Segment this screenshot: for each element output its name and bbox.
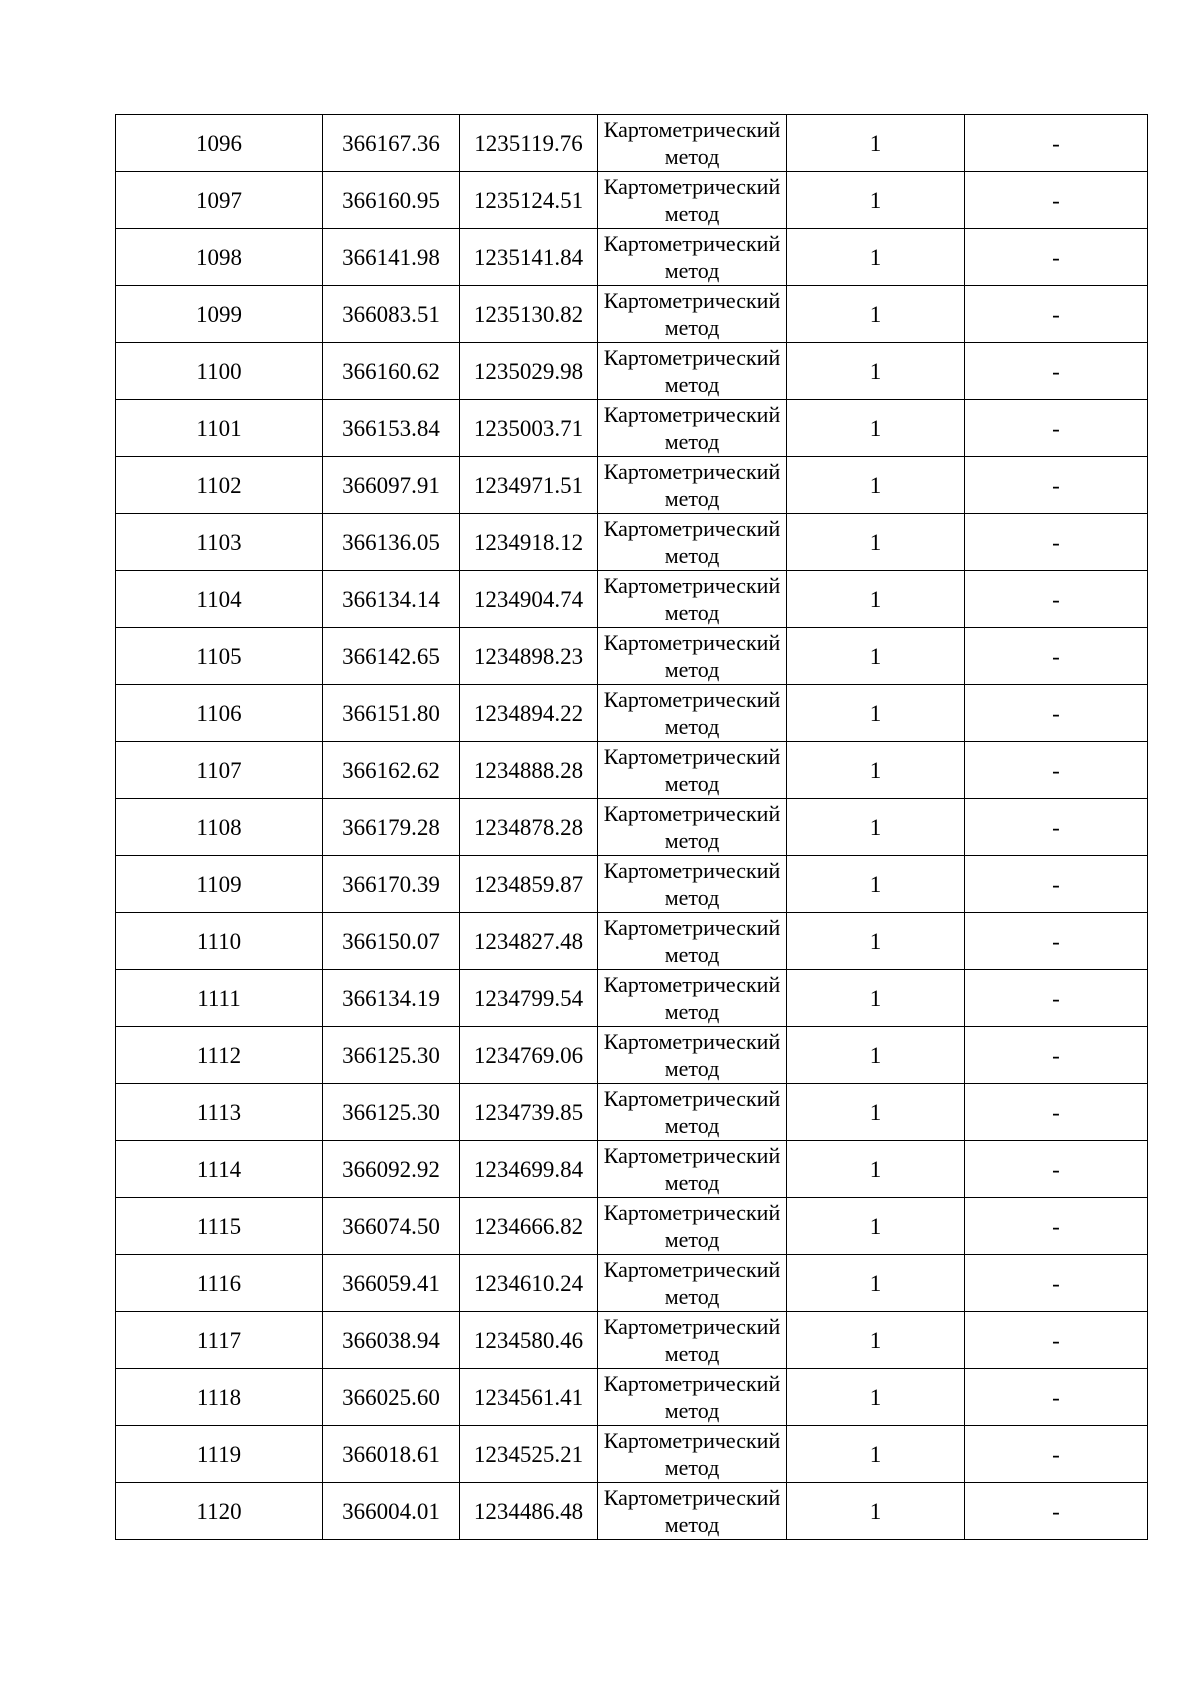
table-row (116, 856, 1148, 913)
description-cell: - (965, 457, 1148, 514)
description-cell: - (965, 1141, 1148, 1198)
y-coordinate-cell: 1234561.41 (460, 1369, 598, 1426)
point-number-cell: 1101 (116, 400, 323, 457)
method-cell: Картометрический метод (598, 799, 787, 856)
method-cell: Картометрический метод (598, 1255, 787, 1312)
y-coordinate-cell: 1234898.23 (460, 628, 598, 685)
method-cell: Картометрический метод (598, 1312, 787, 1369)
method-cell: Картометрический метод (598, 970, 787, 1027)
table-row (116, 1141, 1148, 1198)
point-number-cell: 1105 (116, 628, 323, 685)
point-number-cell: 1109 (116, 856, 323, 913)
method-cell: Картометрический метод (598, 1483, 787, 1540)
description-cell: - (965, 400, 1148, 457)
description-cell: - (965, 1483, 1148, 1540)
table-row (116, 1426, 1148, 1483)
accuracy-cell: 1 (787, 1141, 965, 1198)
point-number-cell: 1107 (116, 742, 323, 799)
method-cell: Картометрический метод (598, 742, 787, 799)
table-row (116, 514, 1148, 571)
description-cell: - (965, 1027, 1148, 1084)
description-cell: - (965, 115, 1148, 172)
y-coordinate-cell: 1234525.21 (460, 1426, 598, 1483)
y-coordinate-cell: 1234486.48 (460, 1483, 598, 1540)
x-coordinate-cell: 366162.62 (323, 742, 460, 799)
x-coordinate-cell: 366004.01 (323, 1483, 460, 1540)
point-number-cell: 1100 (116, 343, 323, 400)
description-cell: - (965, 229, 1148, 286)
method-cell: Картометрический метод (598, 115, 787, 172)
table-row (116, 1198, 1148, 1255)
point-number-cell: 1113 (116, 1084, 323, 1141)
accuracy-cell: 1 (787, 742, 965, 799)
y-coordinate-cell: 1234739.85 (460, 1084, 598, 1141)
x-coordinate-cell: 366074.50 (323, 1198, 460, 1255)
y-coordinate-cell: 1234769.06 (460, 1027, 598, 1084)
x-coordinate-cell: 366142.65 (323, 628, 460, 685)
method-cell: Картометрический метод (598, 628, 787, 685)
table-row (116, 1084, 1148, 1141)
y-coordinate-cell: 1235003.71 (460, 400, 598, 457)
y-coordinate-cell: 1234878.28 (460, 799, 598, 856)
accuracy-cell: 1 (787, 343, 965, 400)
y-coordinate-cell: 1234827.48 (460, 913, 598, 970)
point-number-cell: 1118 (116, 1369, 323, 1426)
y-coordinate-cell: 1234699.84 (460, 1141, 598, 1198)
point-number-cell: 1114 (116, 1141, 323, 1198)
method-cell: Картометрический метод (598, 913, 787, 970)
point-number-cell: 1115 (116, 1198, 323, 1255)
accuracy-cell: 1 (787, 172, 965, 229)
accuracy-cell: 1 (787, 1255, 965, 1312)
coordinates-table (115, 114, 1148, 1540)
table-row (116, 913, 1148, 970)
accuracy-cell: 1 (787, 286, 965, 343)
point-number-cell: 1112 (116, 1027, 323, 1084)
method-cell: Картометрический метод (598, 1084, 787, 1141)
point-number-cell: 1096 (116, 115, 323, 172)
x-coordinate-cell: 366125.30 (323, 1084, 460, 1141)
x-coordinate-cell: 366092.92 (323, 1141, 460, 1198)
table-row (116, 628, 1148, 685)
description-cell: - (965, 172, 1148, 229)
method-cell: Картометрический метод (598, 1426, 787, 1483)
table-row (116, 229, 1148, 286)
method-cell: Картометрический метод (598, 1141, 787, 1198)
description-cell: - (965, 1084, 1148, 1141)
table-row (116, 286, 1148, 343)
x-coordinate-cell: 366134.19 (323, 970, 460, 1027)
point-number-cell: 1104 (116, 571, 323, 628)
accuracy-cell: 1 (787, 1084, 965, 1141)
method-cell: Картометрический метод (598, 1198, 787, 1255)
description-cell: - (965, 514, 1148, 571)
x-coordinate-cell: 366025.60 (323, 1369, 460, 1426)
point-number-cell: 1106 (116, 685, 323, 742)
point-number-cell: 1098 (116, 229, 323, 286)
accuracy-cell: 1 (787, 685, 965, 742)
point-number-cell: 1111 (116, 970, 323, 1027)
x-coordinate-cell: 366083.51 (323, 286, 460, 343)
accuracy-cell: 1 (787, 514, 965, 571)
y-coordinate-cell: 1235124.51 (460, 172, 598, 229)
y-coordinate-cell: 1234610.24 (460, 1255, 598, 1312)
point-number-cell: 1102 (116, 457, 323, 514)
x-coordinate-cell: 366167.36 (323, 115, 460, 172)
table-row (116, 115, 1148, 172)
description-cell: - (965, 628, 1148, 685)
method-cell: Картометрический метод (598, 1369, 787, 1426)
y-coordinate-cell: 1234666.82 (460, 1198, 598, 1255)
description-cell: - (965, 1198, 1148, 1255)
method-cell: Картометрический метод (598, 514, 787, 571)
table-row (116, 1483, 1148, 1540)
accuracy-cell: 1 (787, 970, 965, 1027)
accuracy-cell: 1 (787, 1369, 965, 1426)
description-cell: - (965, 571, 1148, 628)
y-coordinate-cell: 1234580.46 (460, 1312, 598, 1369)
x-coordinate-cell: 366018.61 (323, 1426, 460, 1483)
x-coordinate-cell: 366151.80 (323, 685, 460, 742)
description-cell: - (965, 799, 1148, 856)
table-row (116, 799, 1148, 856)
method-cell: Картометрический метод (598, 856, 787, 913)
accuracy-cell: 1 (787, 1027, 965, 1084)
method-cell: Картометрический метод (598, 229, 787, 286)
accuracy-cell: 1 (787, 1198, 965, 1255)
description-cell: - (965, 970, 1148, 1027)
method-cell: Картометрический метод (598, 571, 787, 628)
accuracy-cell: 1 (787, 1426, 965, 1483)
accuracy-cell: 1 (787, 1483, 965, 1540)
y-coordinate-cell: 1235029.98 (460, 343, 598, 400)
point-number-cell: 1108 (116, 799, 323, 856)
x-coordinate-cell: 366059.41 (323, 1255, 460, 1312)
coordinates-table-body (116, 115, 1148, 1540)
x-coordinate-cell: 366160.62 (323, 343, 460, 400)
description-cell: - (965, 343, 1148, 400)
point-number-cell: 1103 (116, 514, 323, 571)
table-row (116, 685, 1148, 742)
table-row (116, 742, 1148, 799)
accuracy-cell: 1 (787, 856, 965, 913)
y-coordinate-cell: 1234894.22 (460, 685, 598, 742)
table-row (116, 400, 1148, 457)
table-row (116, 571, 1148, 628)
method-cell: Картометрический метод (598, 457, 787, 514)
accuracy-cell: 1 (787, 400, 965, 457)
table-row (116, 1027, 1148, 1084)
table-row (116, 970, 1148, 1027)
method-cell: Картометрический метод (598, 1027, 787, 1084)
x-coordinate-cell: 366134.14 (323, 571, 460, 628)
description-cell: - (965, 1369, 1148, 1426)
accuracy-cell: 1 (787, 571, 965, 628)
point-number-cell: 1116 (116, 1255, 323, 1312)
method-cell: Картометрический метод (598, 343, 787, 400)
description-cell: - (965, 1255, 1148, 1312)
y-coordinate-cell: 1235119.76 (460, 115, 598, 172)
y-coordinate-cell: 1234799.54 (460, 970, 598, 1027)
accuracy-cell: 1 (787, 229, 965, 286)
y-coordinate-cell: 1234859.87 (460, 856, 598, 913)
x-coordinate-cell: 366125.30 (323, 1027, 460, 1084)
x-coordinate-cell: 366153.84 (323, 400, 460, 457)
point-number-cell: 1110 (116, 913, 323, 970)
x-coordinate-cell: 366136.05 (323, 514, 460, 571)
method-cell: Картометрический метод (598, 172, 787, 229)
accuracy-cell: 1 (787, 457, 965, 514)
accuracy-cell: 1 (787, 628, 965, 685)
table-row (116, 457, 1148, 514)
y-coordinate-cell: 1235141.84 (460, 229, 598, 286)
y-coordinate-cell: 1234904.74 (460, 571, 598, 628)
y-coordinate-cell: 1234918.12 (460, 514, 598, 571)
table-row (116, 1369, 1148, 1426)
point-number-cell: 1119 (116, 1426, 323, 1483)
accuracy-cell: 1 (787, 913, 965, 970)
x-coordinate-cell: 366170.39 (323, 856, 460, 913)
description-cell: - (965, 286, 1148, 343)
description-cell: - (965, 856, 1148, 913)
table-row (116, 343, 1148, 400)
point-number-cell: 1117 (116, 1312, 323, 1369)
method-cell: Картометрический метод (598, 286, 787, 343)
x-coordinate-cell: 366150.07 (323, 913, 460, 970)
description-cell: - (965, 1312, 1148, 1369)
y-coordinate-cell: 1234888.28 (460, 742, 598, 799)
x-coordinate-cell: 366097.91 (323, 457, 460, 514)
method-cell: Картометрический метод (598, 685, 787, 742)
table-row (116, 1255, 1148, 1312)
y-coordinate-cell: 1234971.51 (460, 457, 598, 514)
accuracy-cell: 1 (787, 799, 965, 856)
x-coordinate-cell: 366038.94 (323, 1312, 460, 1369)
description-cell: - (965, 685, 1148, 742)
table-row (116, 172, 1148, 229)
method-cell: Картометрический метод (598, 400, 787, 457)
y-coordinate-cell: 1235130.82 (460, 286, 598, 343)
point-number-cell: 1099 (116, 286, 323, 343)
accuracy-cell: 1 (787, 115, 965, 172)
x-coordinate-cell: 366179.28 (323, 799, 460, 856)
x-coordinate-cell: 366160.95 (323, 172, 460, 229)
x-coordinate-cell: 366141.98 (323, 229, 460, 286)
point-number-cell: 1120 (116, 1483, 323, 1540)
point-number-cell: 1097 (116, 172, 323, 229)
description-cell: - (965, 913, 1148, 970)
table-row (116, 1312, 1148, 1369)
description-cell: - (965, 1426, 1148, 1483)
description-cell: - (965, 742, 1148, 799)
accuracy-cell: 1 (787, 1312, 965, 1369)
